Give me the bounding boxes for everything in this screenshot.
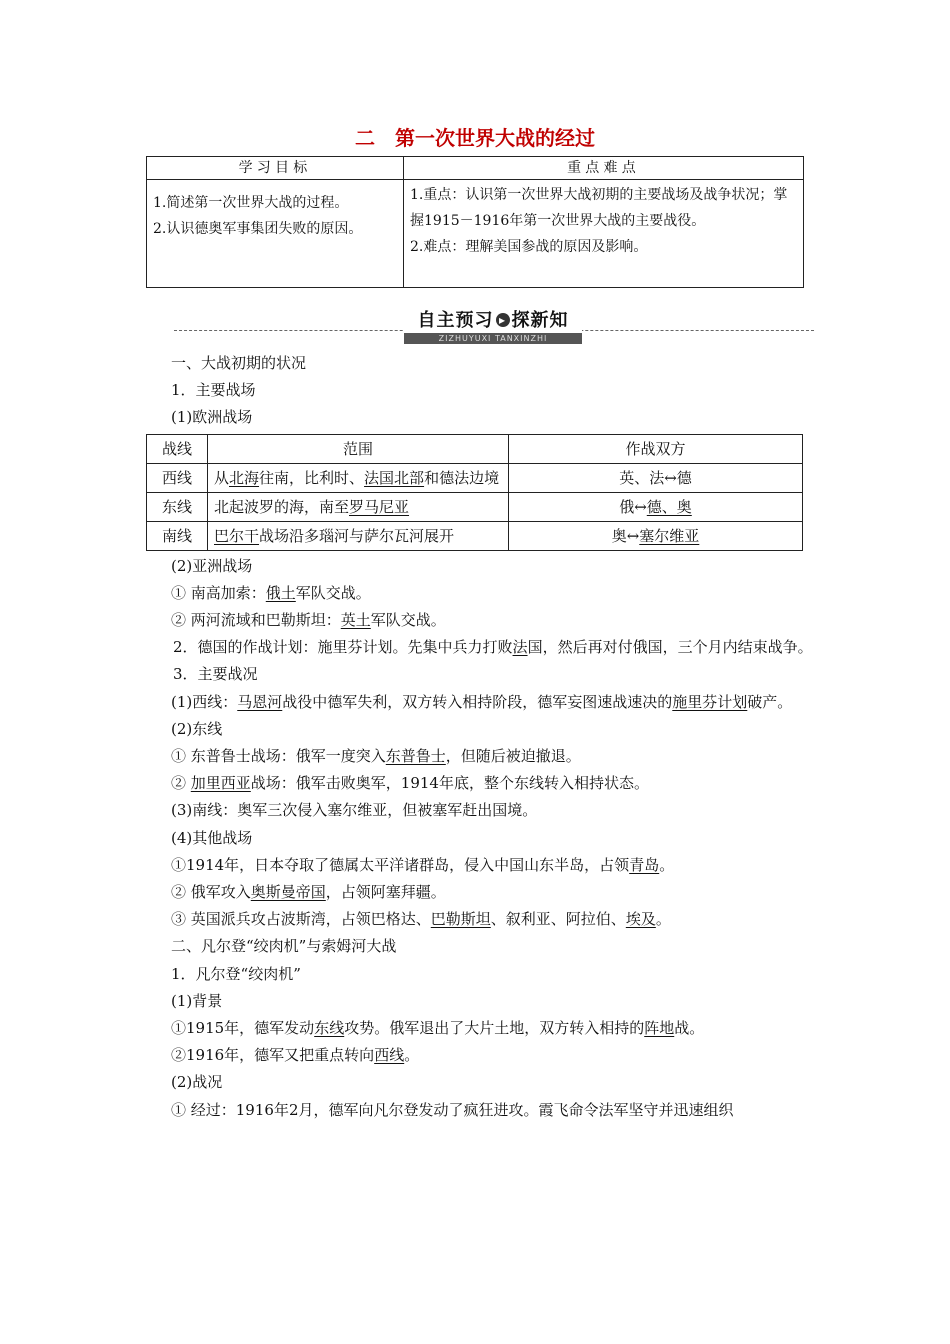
text: 从	[214, 468, 230, 487]
underlined-term: 英土	[340, 611, 371, 630]
key-point-line: 1.重点：认识第一次世界大战初期的主要战场及战争状况；掌握1915－1916年第一次世界大战的主要战役。	[410, 187, 788, 229]
front-name: 西线	[147, 463, 208, 492]
goal-line: 2.认识德奥军事集团失败的原因。	[153, 221, 363, 237]
text: ②1916年，德军又把重点转向	[171, 1046, 375, 1065]
goals-left-cell	[147, 180, 404, 288]
list-item	[138, 607, 818, 634]
front-range	[208, 463, 509, 492]
text: 。	[659, 855, 675, 874]
front-name: 南线	[147, 521, 208, 550]
front-sides: 英、法↔德	[509, 463, 803, 492]
text: ② 两河流域和巴勒斯坦：	[171, 611, 341, 630]
text: 俄↔	[619, 497, 647, 516]
text: ③ 英国派兵攻占波斯湾，占领巴格达、	[171, 910, 431, 929]
text: ② 俄军攻入	[171, 883, 251, 902]
underlined-term: 北海	[229, 468, 260, 487]
text: 奥↔	[611, 526, 640, 545]
text: 战役中德军失利，双方转入相持阶段，德军妄图速战速决的	[282, 692, 673, 711]
text: 破产。	[747, 692, 793, 711]
key-point-line: 2.难点：理解美国参战的原因及影响。	[410, 239, 648, 255]
subheading: (2)东线	[171, 719, 223, 738]
list-item: ① 经过：1916年2月，德军向凡尔登发动了疯狂进攻。霞飞命令法军坚守并迅速组织	[171, 1100, 734, 1119]
list-item	[138, 580, 818, 607]
banner-title	[404, 306, 582, 332]
underlined-term: 阵地	[644, 1019, 675, 1038]
text: 战。	[674, 1019, 705, 1038]
front-sides	[509, 492, 803, 521]
text: 、叙利亚、阿拉伯、	[490, 910, 626, 929]
text: ①1914年，日本夺取了德属太平洋诸群岛，侵入中国山东半岛，占领	[171, 855, 630, 874]
text: ① 东普鲁士战场：俄军一度突入	[171, 747, 386, 766]
text: ，但随后被迫撤退。	[445, 747, 581, 766]
list-item	[138, 1042, 818, 1069]
underlined-term: 俄土	[265, 583, 296, 602]
arrow-icon: ▸	[496, 313, 510, 327]
banner-box	[404, 306, 582, 343]
underlined-term: 奥斯曼帝国	[250, 883, 326, 902]
underlined-term: 法国北部	[364, 468, 425, 487]
list-item	[138, 1015, 818, 1042]
text: 军队交战。	[295, 583, 371, 602]
underlined-term: 巴尔干	[214, 526, 260, 545]
goal-line: 1.简述第一次世界大战的过程。	[153, 195, 349, 211]
goals-header-right: 重点难点	[404, 157, 804, 180]
text: 。	[404, 1046, 420, 1065]
underlined-term: 塞尔维亚	[639, 526, 700, 545]
subheading: (1)背景	[171, 991, 223, 1010]
underlined-term: 东普鲁士	[385, 747, 446, 766]
subheading: 1．凡尔登“绞肉机”	[171, 964, 301, 983]
list-item	[138, 906, 818, 933]
goals-table	[146, 156, 804, 288]
front-range	[208, 521, 509, 550]
text: 国，然后再对付俄国，三个月内结束战争。	[527, 638, 813, 657]
content	[138, 350, 818, 1124]
subheading: 1．主要战场	[171, 381, 256, 400]
subheading: 3．主要战况	[173, 665, 258, 684]
text: 2．德国的作战计划：施里芬计划。先集中兵力打败	[173, 638, 513, 657]
paragraph	[138, 689, 818, 716]
text: ，占领阿塞拜疆。	[325, 883, 446, 902]
list-item	[138, 852, 818, 879]
underlined-term: 马恩河	[237, 692, 283, 711]
text: (1)西线：	[171, 692, 238, 711]
subheading: (2)战况	[171, 1073, 223, 1092]
underlined-term: 西线	[374, 1046, 405, 1065]
text: 和德法边境	[424, 468, 500, 487]
underlined-term: 施里芬计划	[672, 692, 748, 711]
table-header: 范围	[208, 434, 509, 463]
text: 北起波罗的海，南至	[214, 497, 350, 516]
text: 。	[655, 910, 671, 929]
underlined-term: 巴勒斯坦	[430, 910, 491, 929]
goals-header-left: 学习目标	[147, 157, 404, 180]
text: 往南，比利时、	[259, 468, 365, 487]
page-title: 二 第一次世界大战的经过	[355, 126, 595, 150]
text: 战场沿多瑙河与萨尔瓦河展开	[259, 526, 455, 545]
underlined-term: 加里西亚	[190, 774, 251, 793]
subheading: (1)欧洲战场	[171, 408, 253, 427]
banner-pinyin: ZIZHUYUXI TANXINZHI	[404, 333, 582, 344]
underlined-term: 罗马尼亚	[349, 497, 410, 516]
subheading: (2)亚洲战场	[171, 556, 253, 575]
list-item	[138, 770, 818, 797]
banner-title-left: 自主预习	[417, 310, 494, 331]
section-heading: 二、凡尔登“绞肉机”与索姆河大战	[171, 937, 397, 956]
underlined-term: 法	[512, 638, 528, 657]
text: ②	[171, 774, 191, 793]
paragraph	[138, 634, 818, 661]
section-heading: 一、大战初期的状况	[171, 354, 307, 372]
text: 战场：俄军击败奥军，1914年底，整个东线转入相持状态。	[250, 774, 649, 793]
table-header: 作战双方	[509, 434, 803, 463]
list-item	[138, 879, 818, 906]
table-row	[147, 492, 803, 521]
list-item	[138, 743, 818, 770]
text: ① 南高加索：	[171, 583, 266, 602]
table-row	[147, 463, 803, 492]
text: 军队交战。	[370, 611, 446, 630]
goals-right-cell	[404, 180, 804, 288]
front-name: 东线	[147, 492, 208, 521]
table-row	[147, 521, 803, 550]
underlined-term: 德、奥	[646, 497, 692, 516]
subheading: (4)其他战场	[171, 828, 253, 847]
paragraph: (3)南线：奥军三次侵入塞尔维亚，但被塞军赶出国境。	[171, 801, 538, 820]
table-header: 战线	[147, 434, 208, 463]
front-range	[208, 492, 509, 521]
banner-title-right: 探新知	[511, 310, 569, 331]
underlined-term: 埃及	[625, 910, 656, 929]
front-sides	[509, 521, 803, 550]
text: 攻势。俄军退出了大片土地，双方转入相持的	[344, 1019, 645, 1038]
underlined-term: 青岛	[629, 855, 660, 874]
section-banner	[174, 304, 814, 344]
text: ①1915年，德军发动	[171, 1019, 315, 1038]
underlined-term: 东线	[314, 1019, 345, 1038]
battle-table	[146, 434, 803, 551]
